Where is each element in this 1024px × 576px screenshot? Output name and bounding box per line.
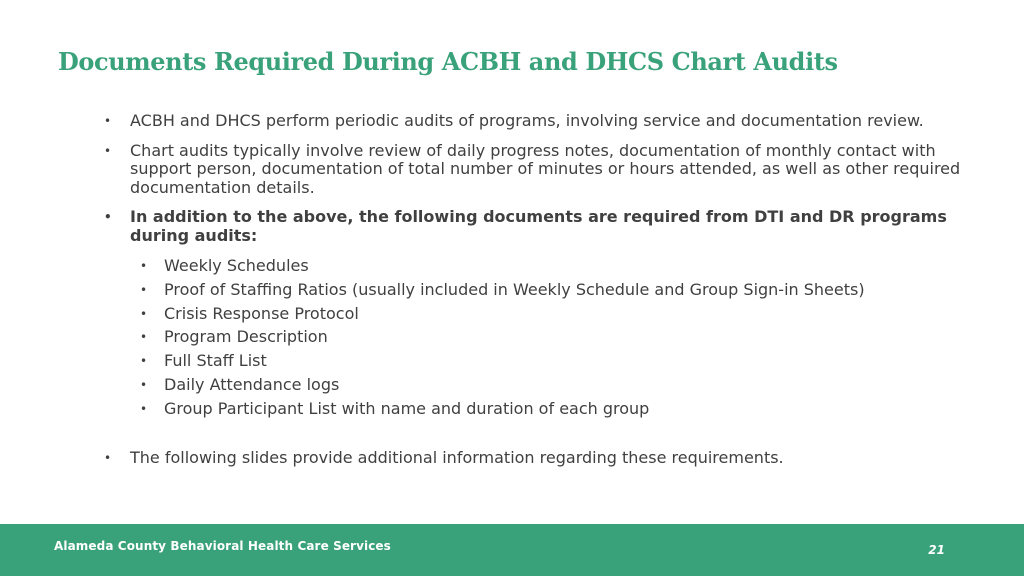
sub-bullet-item: • Proof of Staffing Ratios (usually included in Weekly Schedule and Group Sign-in Sheets) bbox=[137, 281, 963, 300]
closing-bullet: • The following slides provide additional information regarding these requirements. bbox=[103, 449, 963, 468]
bullet-item: • ACBH and DHCS perform periodic audits of programs, involving service and documentation review. bbox=[103, 112, 963, 131]
sub-bullet-item: • Daily Attendance logs bbox=[137, 376, 963, 395]
bullet-item: • Chart audits typically involve review of daily progress notes, documentation of monthly contact with support person, documentation of total number of minutes or hours attended, as well as other required documentation details. bbox=[103, 142, 963, 198]
required-documents-list bbox=[137, 257, 963, 418]
sub-bullet-item: • Group Participant List with name and duration of each group bbox=[137, 400, 963, 419]
closing-bullet-list bbox=[103, 449, 963, 468]
sub-bullet-item: • Program Description bbox=[137, 328, 963, 347]
slide-title: Documents Required During ACBH and DHCS Chart Audits bbox=[58, 47, 838, 76]
bullet-item-emphasized: • In addition to the above, the following documents are required from DTI and DR programs during audits: bbox=[103, 208, 963, 245]
sub-bullet-item: • Full Staff List bbox=[137, 352, 963, 371]
page-number: 21 bbox=[928, 543, 945, 557]
organization-name: Alameda County Behavioral Health Care Services bbox=[54, 539, 391, 553]
sub-bullet-item: • Crisis Response Protocol bbox=[137, 305, 963, 324]
footer-bar bbox=[0, 524, 1024, 576]
slide-content bbox=[103, 112, 963, 479]
bullet-list bbox=[103, 112, 963, 245]
sub-bullet-item: • Weekly Schedules bbox=[137, 257, 963, 276]
